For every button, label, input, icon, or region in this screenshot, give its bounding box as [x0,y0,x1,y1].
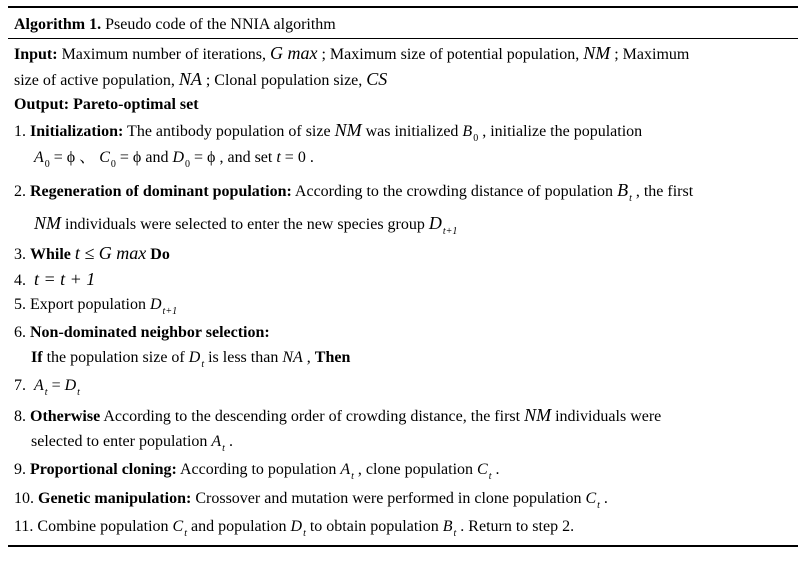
top-rule [8,6,798,8]
step-1-line-1: 1. Initialization: The antibody population of size NM was initialized $B_0$ , initialize the population [14,120,643,144]
output-line: Output: Pareto-optimal set [14,96,199,113]
input-line-2: size of active population, NA ; Clonal population size, CS [14,69,388,89]
step-1-line-2: $A_0 = \phi$ 、 $C_0 = \phi$ and $D_0 = \phi$ , and set t = 0 . [34,149,314,170]
step-8-line-2: selected to enter population $A_t$ . [31,433,233,454]
step-5-line: 5. Export population $D_{t+1}$ [14,296,178,317]
step-9-line: 9. Proportional cloning: According to population $A_t$ , clone population $C_t$ . [14,461,500,482]
caption-text: Pseudo code of the NNIA algorithm [101,16,336,33]
step-11-line: 11. Combine population $C_t$ and population $D_t$ to obtain population $B_t$ . Return to step 2. [14,518,575,539]
step-3-line: 3. While t ≤ G max Do [14,243,170,263]
step-8-line-1: 8. Otherwise According to the descending order of crowding distance, the first NM individuals were [14,405,662,425]
caption-label: Algorithm 1. [14,16,102,33]
step-4-line: 4. t = t + 1 [14,269,96,289]
caption-rule [8,38,798,39]
step-6-line-2: If the population size of $D_t$ is less than NA , Then [31,349,351,370]
input-line-1: Input: Maximum number of iterations, G max ; Maximum size of potential population, NM ; Maximum [14,43,690,63]
step-7-line: 7. $A_t = D_t$ [14,377,80,398]
bottom-rule [8,545,798,547]
step-6-line-1: 6. Non-dominated neighbor selection: [14,324,270,341]
algorithm-caption [14,15,336,35]
step-2-line-1: 2. Regeneration of dominant population: According to the crowding distance of population $B_t$ , the first [14,180,694,204]
step-10-line: 10. Genetic manipulation: Crossover and mutation were performed in clone population $C_t$ . [14,490,608,511]
step-2-line-2: NM individuals were selected to enter the new species group $D_{t+1}$ [34,213,458,237]
